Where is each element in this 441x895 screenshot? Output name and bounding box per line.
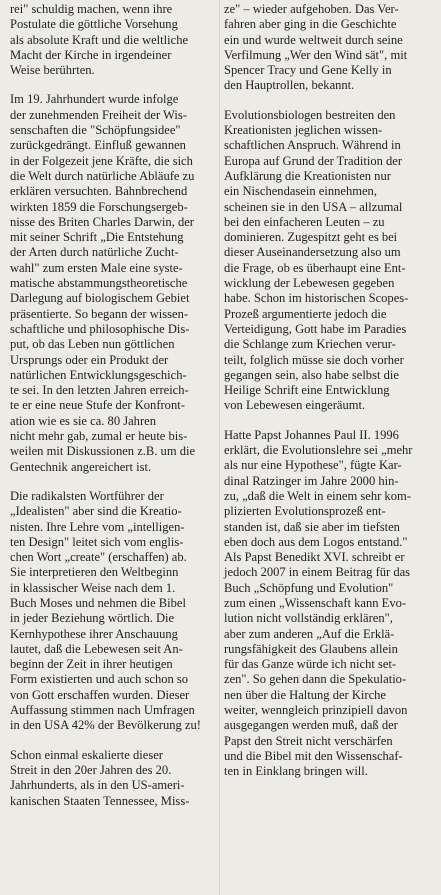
article-columns bbox=[10, 2, 431, 823]
paragraph-right-3: Hatte Papst Johannes Paul II. 1996 erklärt, die Evolutionslehre sei „mehr als nur eine Hypothese", fügte Kar- dinal Ratzinger im Jahre 2000 hin- zu, „daß die Welt in einem sehr kom- plizierten Evolutionsprozeß ent- standen ist, daß sie aber im tiefsten eben doch aus dem Logos entstand." Als Papst Benedikt XVI. schreibt er jedoch 2007 in einem Beitrag für das Buch „Schöpfung und Evolution" zum einen „Wissenschaft kann Evo- lution nicht vollständig erklären", aber zum anderen „Auf die Erklä- rungsfähigkeit des Glaubens allein für das Ganze würde ich nicht set- zen". So gehen dann die Spekulatio- nen über die Haltung der Kirche weiter, wenngleich prinzipiell davon ausgegangen werden muß, daß der Papst den Streit nicht verschärfen und die Bibel mit den Wissenschaf- ten in Einklang bringen will. bbox=[224, 427, 413, 779]
left-column bbox=[10, 2, 217, 823]
paragraph-right-2: Evolutionsbiologen bestreiten den Kreationisten jeglichen wissen- schaftlichen Anspruch. Während in Europa auf Grund der Tradition der Aufklärung die Kreationisten nur ein Nischendasein einnehmen, scheinen sie in den USA – allzumal bei den einfacheren Leuten – zu dominieren. Zugespitzt geht es bei dieser Auseinandersetzung also um die Frage, ob es überhaupt eine Ent- wicklung der Lebewesen gegeben habe. Schon im historischen Scopes- Prozeß argumentierte jedoch die Verteidigung, Gott habe im Paradies die Schlange zum Kriechen verur- teilt, folglich müsse sie doch vorher gegangen sein, also habe selbst die Heilige Schrift eine Entwicklung von Lebewesen eingeräumt. bbox=[224, 107, 409, 413]
paragraph-left-3: Die radikalsten Wortführer der „Idealisten" aber sind die Kreatio- nisten. Ihre Lehre vom „intelligen- ten Design" leitet sich vom englis- chen Wort „create" (erschaffen) ab. Sie interpretieren den Weltbeginn in klassischer Weise nach dem 1. Buch Moses und nehmen die Bibel in jeder Beziehung wörtlich. Die Kernhypothese ihrer Anschauung lautet, daß die Lebewesen seit An- beginn der Zeit in ihrer heutigen Form existierten und auch schon so von Gott erschaffen wurden. Dieser Auffassung stimmen nach Umfragen in den USA 42% der Bevölkerung zu! bbox=[10, 488, 201, 733]
paragraph-left-1: rei" schuldig machen, wenn ihre Postulate die göttliche Vorsehung als absolute Kraft und die weltliche Macht der Kirche in irgendeiner Weise berührten. bbox=[10, 2, 189, 78]
paragraph-right-1: ze" – wieder aufgehoben. Das Ver- fahren aber ging in die Geschichte ein und wurde weltweit durch seine Verfilmung „Wer den Wind sät", mit Spencer Tracy und Gene Kelly in den Hauptrollen, bekannt. bbox=[224, 2, 408, 93]
paragraph-left-2: Im 19. Jahrhundert wurde infolge der zunehmenden Freiheit der Wis- senschaften die "Schöpfungsidee" zurückgedrängt. Einfluß gewannen in der Folgezeit jene Kräfte, die sich die Welt durch natürliche Abläufe zu erklären versuchten. Bahnbrechend wirkten 1859 die Forschungsergeb- nisse des Briten Charles Darwin, der mit seiner Schrift „Die Entstehung der Arten durch natürliche Zucht- wahl" zum ersten Male eine syste- matische abstammungstheoretische Darlegung auf biologischem Gebiet präsentierte. So begann der wissen- schaftliche und philosophische Dis- put, ob das Leben nun göttlichen Ursprungs oder ein Produkt der natürlichen Entwicklungsgeschich- te sei. In den letzten Jahren erreich- te er eine neue Stufe der Konfront- ation wie es sie ca. 80 Jahren nicht mehr gab, zumal er heute bis- weilen mit Diskussionen z.B. um die Gentechnik angereichert ist. bbox=[10, 92, 196, 474]
paragraph-left-4: Schon einmal eskalierte dieser Streit in den 20er Jahren des 20. Jahrhunderts, als in den US-ameri- kanischen Staaten Tennessee, Miss- bbox=[10, 747, 190, 808]
column-divider bbox=[219, 0, 220, 895]
right-column bbox=[224, 2, 431, 823]
